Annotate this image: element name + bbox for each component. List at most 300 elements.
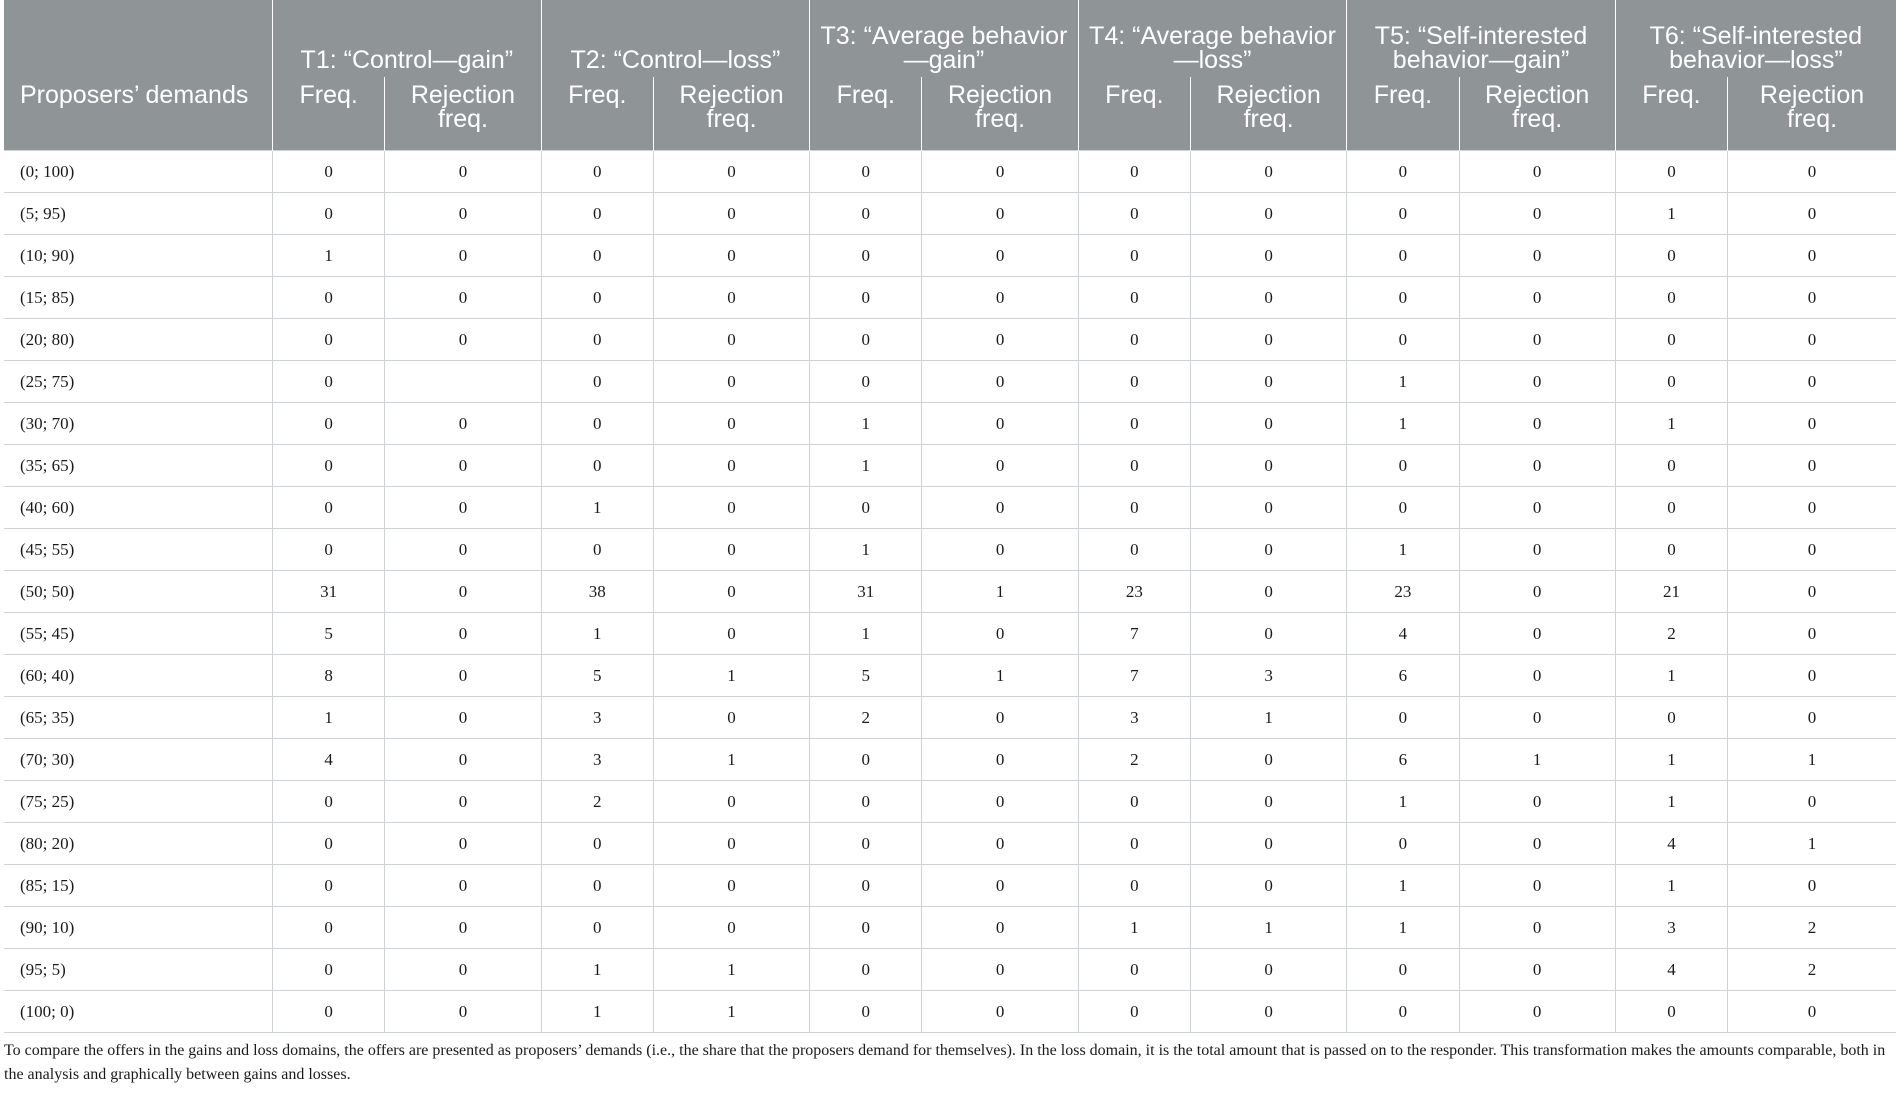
- rejection-freq-cell: 0: [1728, 571, 1896, 613]
- freq-cell: 0: [273, 361, 385, 403]
- freq-cell: 0: [810, 361, 922, 403]
- freq-cell: 0: [810, 151, 922, 193]
- freq-cell: 0: [1347, 949, 1459, 991]
- table-footnote: To compare the offers in the gains and loss domains, the offers are presented as proposers’ demands (i.e., the share that the proposers demand for themselves). In the loss domain, it is the total amount that is passed on to the responder. This transformation makes the amounts comparable, both in the analysis and graphically between gains and losses.: [4, 1042, 1886, 1083]
- freq-cell: 4: [1615, 823, 1727, 865]
- table-row: [4, 319, 1896, 361]
- table-body: [4, 151, 1896, 1033]
- rejection-freq-cell: 0: [922, 487, 1078, 529]
- rejection-freq-cell: 0: [1728, 361, 1896, 403]
- rejection-freq-cell: 0: [922, 529, 1078, 571]
- freq-cell: 1: [1615, 193, 1727, 235]
- table-row: [4, 403, 1896, 445]
- rejection-freq-cell: 0: [385, 319, 541, 361]
- table-row: [4, 991, 1896, 1033]
- freq-cell: 0: [273, 907, 385, 949]
- freq-cell: 0: [1615, 991, 1727, 1033]
- freq-cell: 1: [1347, 403, 1459, 445]
- freq-cell: 0: [273, 991, 385, 1033]
- rejection-freq-cell: 0: [922, 907, 1078, 949]
- demand-cell: (85; 15): [4, 865, 273, 907]
- rejection-freq-cell: 0: [1459, 949, 1615, 991]
- freq-cell: 1: [810, 403, 922, 445]
- rejection-freq-cell: 0: [1728, 613, 1896, 655]
- demand-cell: (90; 10): [4, 907, 273, 949]
- freq-cell: 1: [273, 235, 385, 277]
- rejection-freq-cell: 0: [1190, 781, 1346, 823]
- rejection-freq-cell: 0: [922, 361, 1078, 403]
- table-row: [4, 697, 1896, 739]
- rejection-freq-cell: 0: [1459, 865, 1615, 907]
- rejection-freq-cell: 0: [1190, 571, 1346, 613]
- rejection-freq-cell: 3: [1190, 655, 1346, 697]
- rejection-freq-cell: 0: [1459, 151, 1615, 193]
- freq-cell: 0: [1078, 781, 1190, 823]
- rejection-header: Rejection freq.: [653, 77, 809, 151]
- freq-cell: 0: [1615, 235, 1727, 277]
- rejection-freq-cell: 0: [1459, 319, 1615, 361]
- rejection-freq-cell: 0: [1459, 781, 1615, 823]
- rejection-freq-cell: 0: [1728, 151, 1896, 193]
- demand-cell: (55; 45): [4, 613, 273, 655]
- freq-cell: 1: [541, 991, 653, 1033]
- freq-cell: 0: [1078, 991, 1190, 1033]
- demand-cell: (60; 40): [4, 655, 273, 697]
- table-row: [4, 949, 1896, 991]
- rejection-freq-cell: 0: [1190, 151, 1346, 193]
- freq-cell: 0: [273, 445, 385, 487]
- rejection-freq-cell: 1: [1459, 739, 1615, 781]
- rejection-freq-cell: 2: [1728, 907, 1896, 949]
- table-row: [4, 781, 1896, 823]
- freq-header: Freq.: [1615, 77, 1727, 151]
- freq-cell: 0: [810, 319, 922, 361]
- rejection-freq-cell: 0: [1459, 823, 1615, 865]
- freq-cell: 0: [1615, 361, 1727, 403]
- freq-cell: 0: [810, 781, 922, 823]
- freq-cell: 3: [1615, 907, 1727, 949]
- freq-cell: 0: [1078, 319, 1190, 361]
- demand-cell: (95; 5): [4, 949, 273, 991]
- rejection-freq-cell: 1: [922, 655, 1078, 697]
- freq-cell: 23: [1347, 571, 1459, 613]
- rejection-freq-cell: 0: [653, 193, 809, 235]
- rejection-freq-cell: 0: [1728, 697, 1896, 739]
- rejection-freq-cell: 0: [385, 193, 541, 235]
- freq-cell: 1: [1347, 361, 1459, 403]
- demand-cell: (25; 75): [4, 361, 273, 403]
- rejection-freq-cell: 0: [1728, 319, 1896, 361]
- freq-cell: 0: [1347, 151, 1459, 193]
- rejection-freq-cell: 0: [1728, 487, 1896, 529]
- rejection-freq-cell: 0: [922, 823, 1078, 865]
- rejection-freq-cell: 0: [1459, 403, 1615, 445]
- rejection-freq-cell: 0: [653, 613, 809, 655]
- rejection-freq-cell: 0: [1190, 949, 1346, 991]
- freq-cell: 0: [273, 487, 385, 529]
- freq-cell: 0: [1347, 697, 1459, 739]
- freq-cell: 1: [1347, 781, 1459, 823]
- freq-cell: 1: [810, 445, 922, 487]
- rejection-freq-cell: 0: [922, 403, 1078, 445]
- freq-cell: 1: [1615, 655, 1727, 697]
- freq-cell: 1: [1615, 739, 1727, 781]
- freq-cell: 0: [1078, 193, 1190, 235]
- freq-cell: 0: [273, 949, 385, 991]
- rejection-freq-cell: 0: [1728, 781, 1896, 823]
- rejection-freq-cell: 0: [922, 613, 1078, 655]
- freq-cell: 7: [1078, 655, 1190, 697]
- freq-cell: 0: [1347, 319, 1459, 361]
- rejection-freq-cell: 0: [653, 781, 809, 823]
- rejection-freq-cell: 0: [1459, 193, 1615, 235]
- freq-cell: 0: [1615, 697, 1727, 739]
- freq-cell: 0: [273, 193, 385, 235]
- rejection-freq-cell: 0: [922, 697, 1078, 739]
- freq-cell: 0: [810, 235, 922, 277]
- rejection-freq-cell: 0: [1728, 529, 1896, 571]
- rejection-freq-cell: 0: [385, 991, 541, 1033]
- freq-cell: 1: [541, 613, 653, 655]
- row-header-label: Proposers’ demands: [4, 77, 273, 151]
- rejection-freq-cell: [385, 361, 541, 403]
- rejection-freq-cell: 0: [922, 949, 1078, 991]
- freq-cell: 6: [1347, 739, 1459, 781]
- table-row: [4, 613, 1896, 655]
- rejection-freq-cell: 0: [1190, 991, 1346, 1033]
- rejection-freq-cell: 0: [1459, 991, 1615, 1033]
- rejection-freq-cell: 0: [1190, 361, 1346, 403]
- freq-cell: 0: [541, 823, 653, 865]
- freq-cell: 0: [1347, 193, 1459, 235]
- rejection-freq-cell: 0: [1728, 403, 1896, 445]
- freq-cell: 0: [810, 949, 922, 991]
- freq-cell: 5: [273, 613, 385, 655]
- table-header: [4, 0, 1896, 151]
- freq-cell: 0: [273, 823, 385, 865]
- demand-cell: (50; 50): [4, 571, 273, 613]
- treatment-header-t2: T2: “Control—loss”: [541, 0, 810, 77]
- freq-cell: 0: [541, 907, 653, 949]
- rejection-freq-cell: 0: [385, 277, 541, 319]
- demand-cell: (20; 80): [4, 319, 273, 361]
- rejection-freq-cell: 0: [1190, 613, 1346, 655]
- freq-cell: 0: [273, 781, 385, 823]
- rejection-freq-cell: 0: [922, 319, 1078, 361]
- table-row: [4, 487, 1896, 529]
- demand-cell: (80; 20): [4, 823, 273, 865]
- rejection-freq-cell: 0: [653, 823, 809, 865]
- treatment-header-row: [4, 0, 1896, 77]
- rejection-freq-cell: 0: [653, 235, 809, 277]
- rejection-freq-cell: 0: [1190, 403, 1346, 445]
- demand-cell: (15; 85): [4, 277, 273, 319]
- freq-cell: 0: [1078, 361, 1190, 403]
- rejection-freq-cell: 1: [653, 991, 809, 1033]
- freq-cell: 0: [810, 991, 922, 1033]
- freq-cell: 1: [273, 697, 385, 739]
- rejection-freq-cell: 0: [922, 739, 1078, 781]
- freq-cell: 4: [1347, 613, 1459, 655]
- freq-cell: 0: [1078, 529, 1190, 571]
- freq-cell: 1: [1347, 529, 1459, 571]
- treatment-header-t1: T1: “Control—gain”: [273, 0, 542, 77]
- freq-cell: 3: [541, 697, 653, 739]
- treatment-header-t6: T6: “Self-interested behavior—loss”: [1615, 0, 1896, 77]
- demand-cell: (45; 55): [4, 529, 273, 571]
- table-row: [4, 529, 1896, 571]
- table-row: [4, 739, 1896, 781]
- column-header-row: [4, 77, 1896, 151]
- rejection-header: Rejection freq.: [1728, 77, 1896, 151]
- freq-cell: 1: [1615, 403, 1727, 445]
- freq-cell: 0: [1078, 487, 1190, 529]
- rejection-freq-cell: 0: [1459, 613, 1615, 655]
- freq-cell: 1: [541, 487, 653, 529]
- rejection-freq-cell: 0: [385, 403, 541, 445]
- demand-cell: (30; 70): [4, 403, 273, 445]
- freq-cell: 0: [541, 151, 653, 193]
- freq-cell: 1: [1078, 907, 1190, 949]
- rejection-freq-cell: 0: [653, 445, 809, 487]
- demand-cell: (0; 100): [4, 151, 273, 193]
- rejection-freq-cell: 0: [1190, 529, 1346, 571]
- freq-cell: 0: [1078, 949, 1190, 991]
- rejection-freq-cell: 0: [922, 151, 1078, 193]
- freq-cell: 0: [541, 403, 653, 445]
- freq-cell: 0: [1347, 235, 1459, 277]
- rejection-freq-cell: 0: [653, 697, 809, 739]
- rejection-freq-cell: 0: [1190, 823, 1346, 865]
- freq-cell: 1: [1347, 865, 1459, 907]
- freq-cell: 0: [273, 403, 385, 445]
- rejection-freq-cell: 1: [1190, 697, 1346, 739]
- demand-cell: (40; 60): [4, 487, 273, 529]
- freq-cell: 1: [1347, 907, 1459, 949]
- freq-cell: 0: [273, 277, 385, 319]
- rejection-freq-cell: 0: [1459, 277, 1615, 319]
- demand-cell: (100; 0): [4, 991, 273, 1033]
- freq-cell: 0: [1078, 445, 1190, 487]
- rejection-freq-cell: 0: [1190, 193, 1346, 235]
- freq-cell: 0: [1078, 865, 1190, 907]
- demand-cell: (70; 30): [4, 739, 273, 781]
- table-row: [4, 823, 1896, 865]
- freq-header: Freq.: [1078, 77, 1190, 151]
- freq-cell: 0: [1347, 487, 1459, 529]
- rejection-freq-cell: 0: [385, 865, 541, 907]
- freq-header: Freq.: [273, 77, 385, 151]
- treatment-header-t4: T4: “Average behavior—loss”: [1078, 0, 1347, 77]
- freq-cell: 0: [541, 529, 653, 571]
- rejection-freq-cell: 0: [385, 235, 541, 277]
- freq-cell: 4: [1615, 949, 1727, 991]
- freq-cell: 0: [1615, 529, 1727, 571]
- rejection-freq-cell: 0: [653, 907, 809, 949]
- freq-cell: 23: [1078, 571, 1190, 613]
- freq-cell: 0: [541, 445, 653, 487]
- rejection-freq-cell: 0: [385, 907, 541, 949]
- demand-cell: (5; 95): [4, 193, 273, 235]
- rejection-freq-cell: 0: [385, 571, 541, 613]
- freq-cell: 0: [1078, 403, 1190, 445]
- rejection-freq-cell: 0: [1459, 529, 1615, 571]
- rejection-freq-cell: 0: [1190, 487, 1346, 529]
- freq-cell: 0: [810, 865, 922, 907]
- rejection-freq-cell: 0: [1459, 445, 1615, 487]
- freq-cell: 0: [1615, 277, 1727, 319]
- freq-cell: 2: [541, 781, 653, 823]
- freq-cell: 0: [541, 865, 653, 907]
- rejection-freq-cell: 0: [1728, 235, 1896, 277]
- freq-cell: 0: [810, 823, 922, 865]
- rejection-freq-cell: 0: [653, 361, 809, 403]
- rejection-freq-cell: 0: [1459, 571, 1615, 613]
- rejection-freq-cell: 0: [385, 655, 541, 697]
- freq-cell: 0: [273, 151, 385, 193]
- freq-cell: 0: [1078, 277, 1190, 319]
- rejection-freq-cell: 0: [922, 445, 1078, 487]
- rejection-freq-cell: 0: [385, 529, 541, 571]
- table-row: [4, 571, 1896, 613]
- rejection-freq-cell: 0: [1728, 991, 1896, 1033]
- freq-cell: 0: [810, 277, 922, 319]
- freq-cell: 0: [1078, 823, 1190, 865]
- rejection-freq-cell: 1: [653, 739, 809, 781]
- demand-cell: (35; 65): [4, 445, 273, 487]
- rejection-freq-cell: 0: [922, 235, 1078, 277]
- freq-cell: 1: [1615, 781, 1727, 823]
- freq-cell: 0: [541, 361, 653, 403]
- demands-table: [4, 0, 1896, 1033]
- rejection-freq-cell: 1: [653, 949, 809, 991]
- demand-cell: (75; 25): [4, 781, 273, 823]
- rejection-freq-cell: 0: [1459, 235, 1615, 277]
- table-row: [4, 277, 1896, 319]
- freq-cell: 0: [273, 529, 385, 571]
- freq-cell: 0: [1347, 445, 1459, 487]
- rejection-freq-cell: 0: [653, 529, 809, 571]
- freq-cell: 38: [541, 571, 653, 613]
- freq-cell: 1: [810, 529, 922, 571]
- table-row: [4, 193, 1896, 235]
- rejection-freq-cell: 0: [1459, 697, 1615, 739]
- rejection-freq-cell: 0: [385, 949, 541, 991]
- freq-cell: 0: [810, 487, 922, 529]
- freq-cell: 5: [810, 655, 922, 697]
- freq-cell: 2: [1078, 739, 1190, 781]
- demand-cell: (10; 90): [4, 235, 273, 277]
- rejection-freq-cell: 0: [922, 781, 1078, 823]
- freq-cell: 4: [273, 739, 385, 781]
- rejection-freq-cell: 1: [1728, 823, 1896, 865]
- rejection-freq-cell: 0: [1728, 865, 1896, 907]
- freq-cell: 2: [810, 697, 922, 739]
- rejection-freq-cell: 0: [922, 193, 1078, 235]
- freq-cell: 3: [1078, 697, 1190, 739]
- rejection-freq-cell: 0: [385, 151, 541, 193]
- rejection-header: Rejection freq.: [385, 77, 541, 151]
- table-row: [4, 151, 1896, 193]
- rejection-freq-cell: 0: [385, 823, 541, 865]
- freq-cell: 21: [1615, 571, 1727, 613]
- freq-cell: 0: [541, 277, 653, 319]
- rejection-freq-cell: 0: [653, 403, 809, 445]
- freq-cell: 7: [1078, 613, 1190, 655]
- table-row: [4, 445, 1896, 487]
- rejection-freq-cell: 0: [1728, 277, 1896, 319]
- rejection-freq-cell: 0: [653, 571, 809, 613]
- freq-cell: 0: [1615, 151, 1727, 193]
- freq-cell: 8: [273, 655, 385, 697]
- rejection-header: Rejection freq.: [922, 77, 1078, 151]
- freq-cell: 0: [1615, 445, 1727, 487]
- rejection-freq-cell: 1: [1190, 907, 1346, 949]
- rejection-freq-cell: 0: [1728, 655, 1896, 697]
- freq-cell: 0: [273, 865, 385, 907]
- rejection-freq-cell: 0: [1459, 907, 1615, 949]
- table-row: [4, 907, 1896, 949]
- table-row: [4, 235, 1896, 277]
- rejection-freq-cell: 0: [653, 487, 809, 529]
- rejection-header: Rejection freq.: [1459, 77, 1615, 151]
- freq-cell: 1: [810, 613, 922, 655]
- rejection-freq-cell: 2: [1728, 949, 1896, 991]
- freq-cell: 5: [541, 655, 653, 697]
- freq-cell: 0: [541, 319, 653, 361]
- rejection-freq-cell: 0: [1190, 235, 1346, 277]
- rejection-freq-cell: 0: [1728, 193, 1896, 235]
- freq-cell: 0: [810, 739, 922, 781]
- freq-cell: 1: [541, 949, 653, 991]
- rejection-freq-cell: 0: [1190, 445, 1346, 487]
- freq-cell: 0: [541, 193, 653, 235]
- freq-cell: 6: [1347, 655, 1459, 697]
- rejection-freq-cell: 0: [385, 739, 541, 781]
- freq-cell: 0: [273, 319, 385, 361]
- rejection-freq-cell: 0: [653, 277, 809, 319]
- rejection-freq-cell: 0: [653, 151, 809, 193]
- freq-cell: 0: [810, 193, 922, 235]
- rejection-freq-cell: 0: [385, 613, 541, 655]
- rejection-freq-cell: 0: [653, 865, 809, 907]
- freq-header: Freq.: [810, 77, 922, 151]
- rejection-freq-cell: 0: [1459, 655, 1615, 697]
- rejection-freq-cell: 1: [922, 571, 1078, 613]
- rejection-freq-cell: 1: [653, 655, 809, 697]
- freq-cell: 0: [541, 235, 653, 277]
- rejection-freq-cell: 0: [922, 991, 1078, 1033]
- treatment-header-t3: T3: “Average behavior—gain”: [810, 0, 1079, 77]
- freq-cell: 0: [1347, 823, 1459, 865]
- table-row: [4, 865, 1896, 907]
- freq-cell: 0: [1347, 277, 1459, 319]
- rejection-freq-cell: 0: [922, 277, 1078, 319]
- freq-header: Freq.: [541, 77, 653, 151]
- freq-cell: 31: [810, 571, 922, 613]
- rejection-freq-cell: 0: [385, 781, 541, 823]
- freq-cell: 1: [1615, 865, 1727, 907]
- rejection-freq-cell: 0: [1459, 487, 1615, 529]
- rejection-freq-cell: 0: [653, 319, 809, 361]
- treatment-header-t5: T5: “Self-interested behavior—gain”: [1347, 0, 1616, 77]
- rejection-freq-cell: 0: [385, 487, 541, 529]
- demand-cell: (65; 35): [4, 697, 273, 739]
- freq-cell: 0: [810, 907, 922, 949]
- table-container: [4, 0, 1896, 1087]
- freq-cell: 3: [541, 739, 653, 781]
- freq-cell: 0: [1078, 151, 1190, 193]
